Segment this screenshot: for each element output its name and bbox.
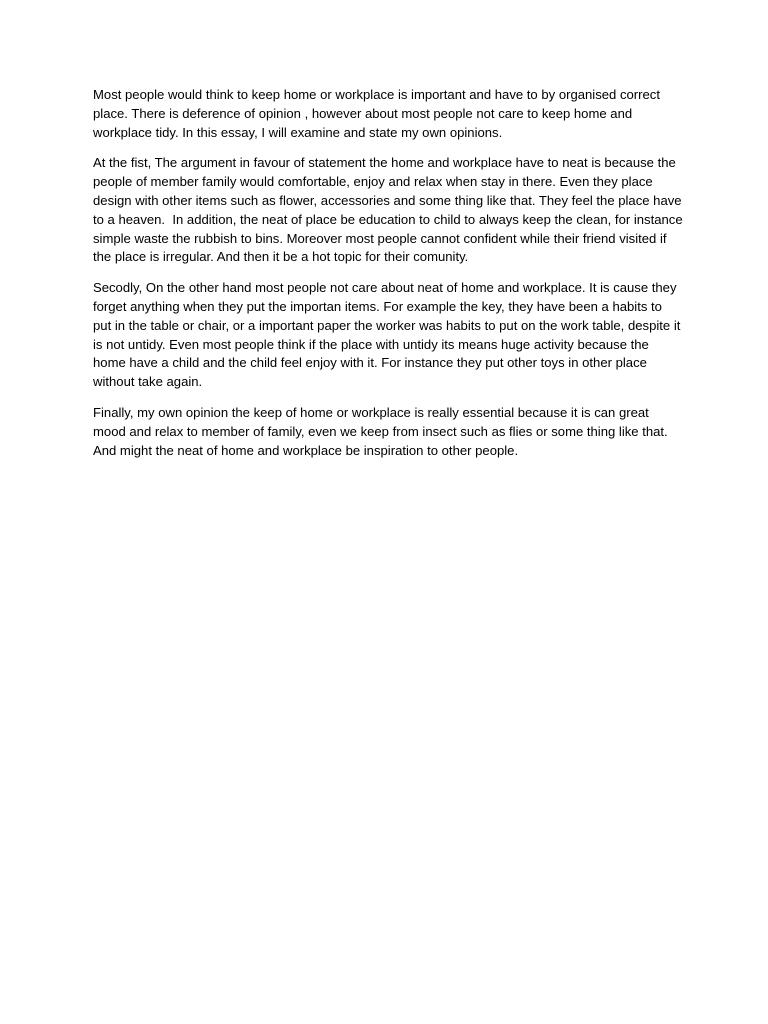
paragraph-argument-against: Secodly, On the other hand most people not care about neat of home and workplace. It is cause they forget anything when they put the importan items. For example the key, they have been a habits to put in the table or chair, or a important paper the worker was habits to put on the work table, despite it is not untidy. Even most people think if the place with untidy its means huge activity because the home have a child and the child feel enjoy with it. For instance they put other toys in other place without take again. [93,280,685,390]
paragraph-introduction: Most people would think to keep home or workplace is important and have to by organised correct place. There is deference of opinion , however about most people not care to keep home and workplace tidy. In this essay, I will examine and state my own opinions. [93,87,664,140]
document-body [93,86,687,472]
paragraph-argument-for: At the fist, The argument in favour of statement the home and workplace have to neat is because the people of member family would comfortable, enjoy and relax when stay in there. Even they place design with other items such as flower, accessories and some thing like that. They feel the place have to a heaven. In addition, the neat of place be education to child to always keep the clean, for instance simple waste the rubbish to bins. Moreover most people cannot confident while their friend visited if the place is irregular. And then it be a hot topic for their comunity. [93,155,687,265]
paragraph-conclusion: Finally, my own opinion the keep of home or workplace is really essential because it is can great mood and relax to member of family, even we keep from insect such as flies or some thing like that. And might the neat of home and workplace be inspiration to other people. [93,404,671,458]
